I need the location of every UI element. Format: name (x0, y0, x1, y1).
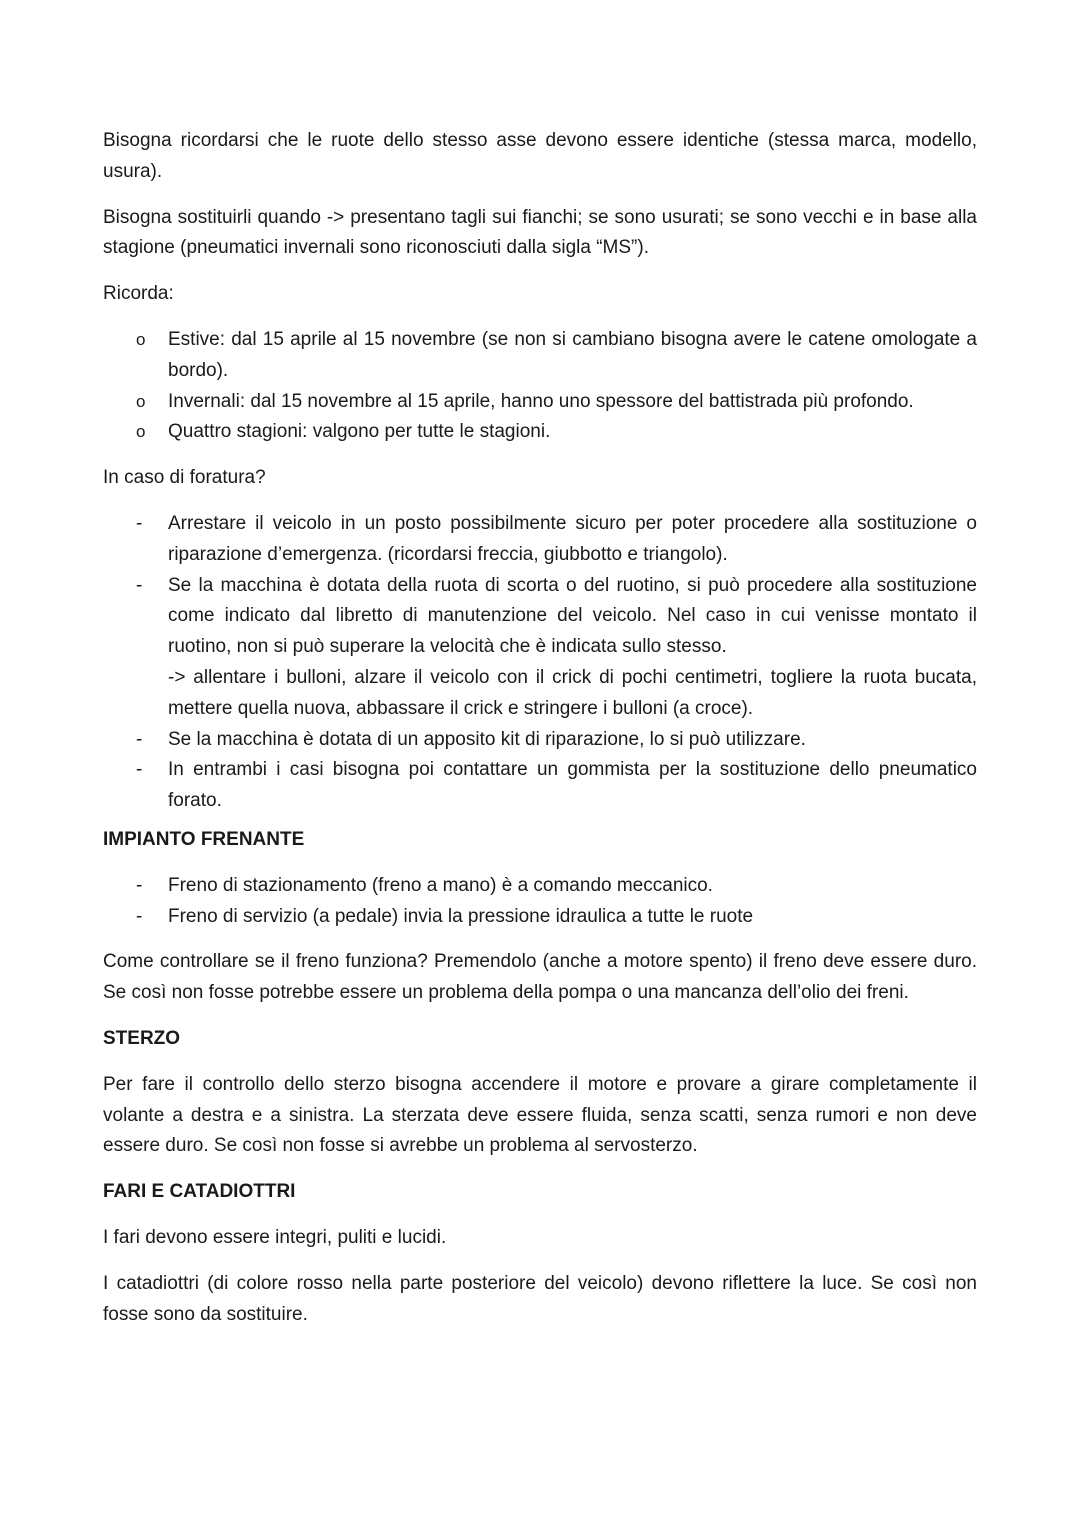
bullet-circle-icon: o (136, 391, 146, 411)
bullet-dash-icon: - (136, 512, 143, 534)
bullet-dash-icon: - (136, 574, 143, 596)
document-page (103, 126, 977, 1345)
list-item: - Freno di stazionamento (freno a mano) è a comando meccanico. (103, 871, 977, 902)
bullet-dash-icon: - (136, 759, 143, 781)
list-item: - Arrestare il veicolo in un posto possibilmente sicuro per poter procedere alla sostituzione o riparazione d’emergenza. (ricordarsi freccia, giubbotto e triangolo). (103, 509, 977, 571)
foratura-list (103, 509, 977, 817)
bullet-circle-icon: o (136, 422, 146, 442)
heading-fari-catadiottri: FARI E CATADIOTTRI (103, 1181, 296, 1203)
list-item: - Se la macchina è dotata della ruota di scorta o del ruotino, si può procedere alla sostituzione come indicato dal libretto di manutenzione del veicolo. Nel caso in cui venisse montato il ruotino, non si può superare la velocità che è indicata sullo stesso. -> allentare i bulloni, alzare il veicolo con il crick di pochi centimetri, togliere la ruota bucata, mettere quella nuova, abbassare il crick e stringere i bulloni (a croce). (103, 571, 977, 725)
heading-impianto-frenante: IMPIANTO FRENANTE (103, 828, 305, 850)
paragraph-axle-wheels: Bisogna ricordarsi che le ruote dello stesso asse devono essere identiche (stessa marca, modello, usura). (103, 130, 977, 182)
paragraph-freno-check: Come controllare se il freno funziona? Premendolo (anche a motore spento) il freno deve essere duro. Se così non fosse potrebbe essere un problema della pompa o una mancanza dell’olio dei freni. (103, 951, 977, 1004)
paragraph-foratura-question: In caso di foratura? (103, 467, 266, 489)
paragraph-replace-tyres: Bisogna sostituirli quando -> presentano tagli sui fianchi; se sono usurati; se sono vecchi e in base alla stagione (pneumatici invernali sono riconosciuti dalla sigla “MS”). (103, 206, 977, 259)
impianto-list (103, 871, 977, 933)
bullet-dash-icon: - (136, 874, 143, 896)
list-item: o Estive: dal 15 aprile al 15 novembre (se non si cambiano bisogna avere le catene omologate a bordo). (103, 325, 977, 387)
list-item: o Quattro stagioni: valgono per tutte le stagioni. (103, 417, 977, 448)
list-item: - Se la macchina è dotata di un apposito kit di riparazione, lo si può utilizzare. (103, 725, 977, 756)
paragraph-ricorda: Ricorda: (103, 283, 174, 305)
heading-sterzo: STERZO (103, 1027, 181, 1049)
list-item: - Freno di servizio (a pedale) invia la pressione idraulica a tutte le ruote (103, 902, 977, 933)
list-item: - In entrambi i casi bisogna poi contattare un gommista per la sostituzione dello pneumatico forato. (103, 755, 977, 817)
paragraph-catadiottri: I catadiottri (di colore rosso nella parte posteriore del veicolo) devono riflettere la luce. Se così non fosse sono da sostituire. (103, 1272, 977, 1325)
bullet-dash-icon: - (136, 905, 143, 927)
seasons-list (103, 325, 977, 448)
paragraph-sterzo: Per fare il controllo dello sterzo bisogna accendere il motore e provare a girare completamente il volante a destra e a sinistra. La sterzata deve essere fluida, senza scatti, senza rumori e non deve essere duro. Se così non fosse si avrebbe un problema al servosterzo. (103, 1073, 977, 1157)
list-item: o Invernali: dal 15 novembre al 15 aprile, hanno uno spessore del battistrada più profondo. (103, 387, 977, 418)
paragraph-fari: I fari devono essere integri, puliti e lucidi. (103, 1226, 447, 1248)
bullet-circle-icon: o (136, 329, 146, 349)
bullet-dash-icon: - (136, 728, 143, 750)
